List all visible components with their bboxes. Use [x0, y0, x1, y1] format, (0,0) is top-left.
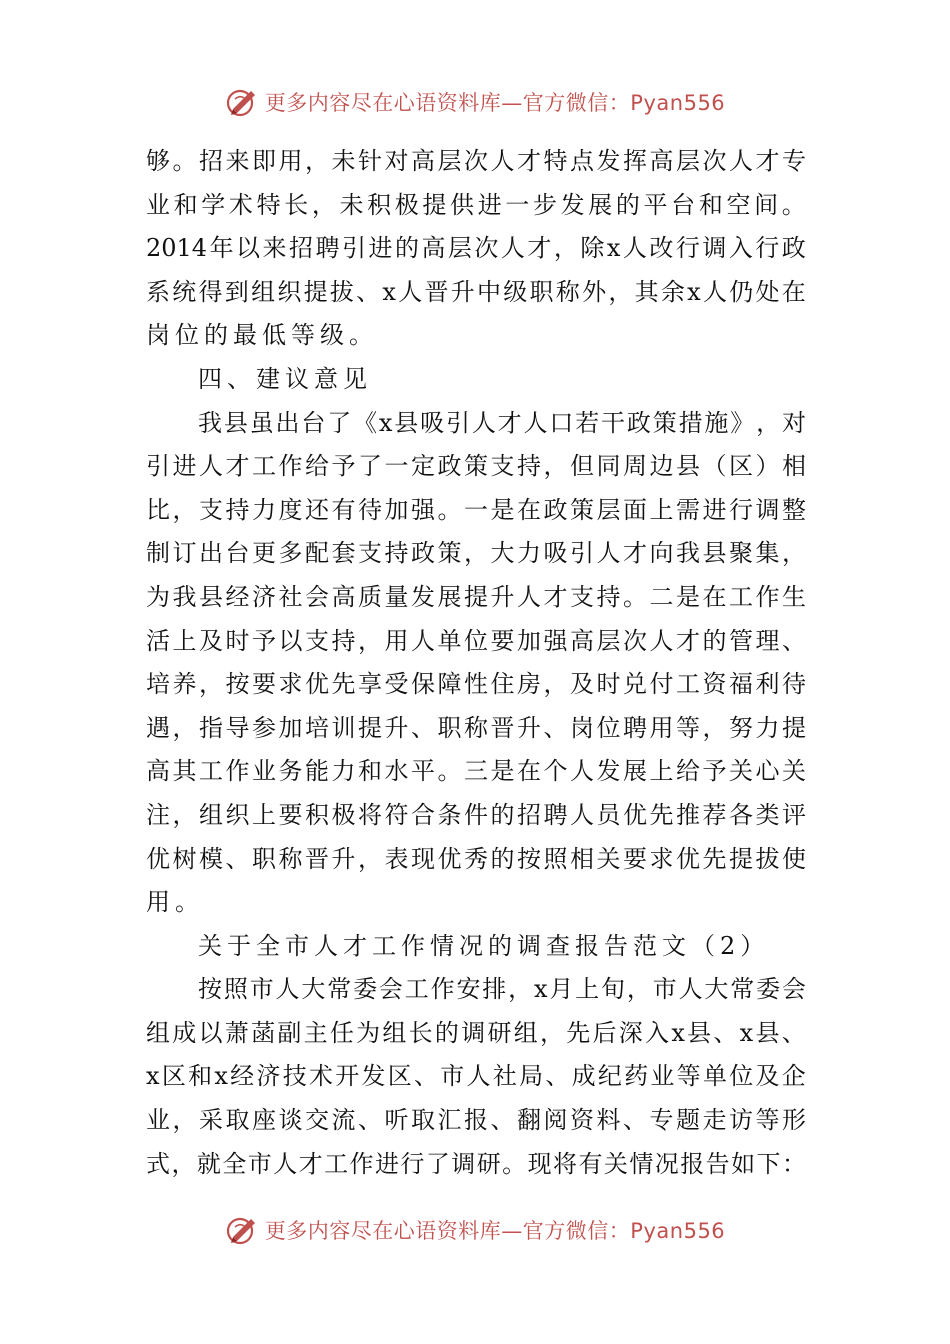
text-line: 用。 — [146, 888, 204, 917]
watermark-text: 更多内容尽在心语资料库—官方微信：Pyan556 — [264, 91, 726, 115]
text-line: 式 ， 就 全 市 人 才 工 作 进 行 了 调 研 。 现 将 有 关 情 况 报 告 如 下 ： — [146, 1149, 806, 1178]
text-line: 高 其 工 作 业 务 能 力 和 水 平 。 三 是 在 个 人 发 展 上 给 予 关 心 关 — [146, 757, 806, 786]
text-line: 业 和 学 术 特 长 ， 未 积 极 提 供 进 一 步 发 展 的 平 台 和 空 间 。 — [146, 190, 806, 219]
text-line: 制 订 出 台 更 多 配 套 支 持 政 策 ， 大 力 吸 引 人 才 向 我 县 聚 集 ， — [146, 539, 806, 568]
header-watermark — [0, 82, 950, 122]
text-line: 组 成 以 萧 菡 副 主 任 为 组 长 的 调 研 组 ， 先 后 深 入 x 县 、 x 县 、 — [146, 1018, 806, 1047]
text-line: 注 ， 组 织 上 要 积 极 将 符 合 条 件 的 招 聘 人 员 优 先 推 荐 各 类 评 — [146, 800, 806, 829]
text-line: 引 进 人 才 工 作 给 予 了 一 定 政 策 支 持 ， 但 同 周 边 县 （ 区 ） 相 — [146, 452, 806, 481]
section-heading: 关于全市人才工作情况的调查报告范文（2） — [198, 931, 770, 960]
text-line: 我 县 虽 出 台 了 《 x 县 吸 引 人 才 人 口 若 干 政 策 措 施 》 ， 对 — [198, 408, 806, 437]
text-line: 培 养 ， 按 要 求 优 先 享 受 保 障 性 住 房 ， 及 时 兑 付 工 资 福 利 待 — [146, 670, 806, 699]
pen-logo-icon — [225, 85, 259, 119]
text-line: 为 我 县 经 济 社 会 高 质 量 发 展 提 升 人 才 支 持 。 二 是 在 工 作 生 — [146, 582, 806, 611]
document-body — [146, 140, 806, 1186]
text-line: 活 上 及 时 予 以 支 持 ， 用 人 单 位 要 加 强 高 层 次 人 才 的 管 理 、 — [146, 626, 806, 655]
text-line: 够 。 招 来 即 用 ， 未 针 对 高 层 次 人 才 特 点 发 挥 高 层 次 人 才 专 — [146, 147, 806, 175]
text-line: x 区 和 x 经 济 技 术 开 发 区 、 市 人 社 局 、 成 纪 药 业 等 单 位 及 企 — [146, 1062, 806, 1091]
footer-watermark — [0, 1210, 950, 1250]
section-heading: 四、建议意见 — [198, 364, 372, 393]
text-line: 按 照 市 人 大 常 委 会 工 作 安 排 ， x 月 上 旬 ， 市 人 大 常 委 会 — [198, 975, 806, 1004]
watermark-text: 更多内容尽在心语资料库—官方微信：Pyan556 — [264, 1219, 726, 1243]
text-line: 系 统 得 到 组 织 提 拔 、 x 人 晋 升 中 级 职 称 外 ， 其 余 x 人 仍 处 在 — [146, 277, 806, 306]
text-line: 遇 ， 指 导 参 加 培 训 提 升 、 职 称 晋 升 、 岗 位 聘 用 等 ， 努 力 提 — [146, 713, 806, 742]
text-line: 岗位的最低等级。 — [146, 321, 378, 350]
text-line: 业 ， 采 取 座 谈 交 流 、 听 取 汇 报 、 翻 阅 资 料 、 专 题 走 访 等 形 — [146, 1106, 806, 1135]
pen-logo-icon — [225, 1213, 259, 1247]
text-line: 比 ， 支 持 力 度 还 有 待 加 强 。 一 是 在 政 策 层 面 上 需 进 行 调 整 — [146, 495, 806, 524]
text-line: 2014 年 以 来 招 聘 引 进 的 高 层 次 人 才 ， 除 x 人 改 行 调 入 行 政 — [146, 234, 806, 263]
text-line: 优 树 模 、 职 称 晋 升 ， 表 现 优 秀 的 按 照 相 关 要 求 优 先 提 拔 使 — [146, 844, 806, 873]
